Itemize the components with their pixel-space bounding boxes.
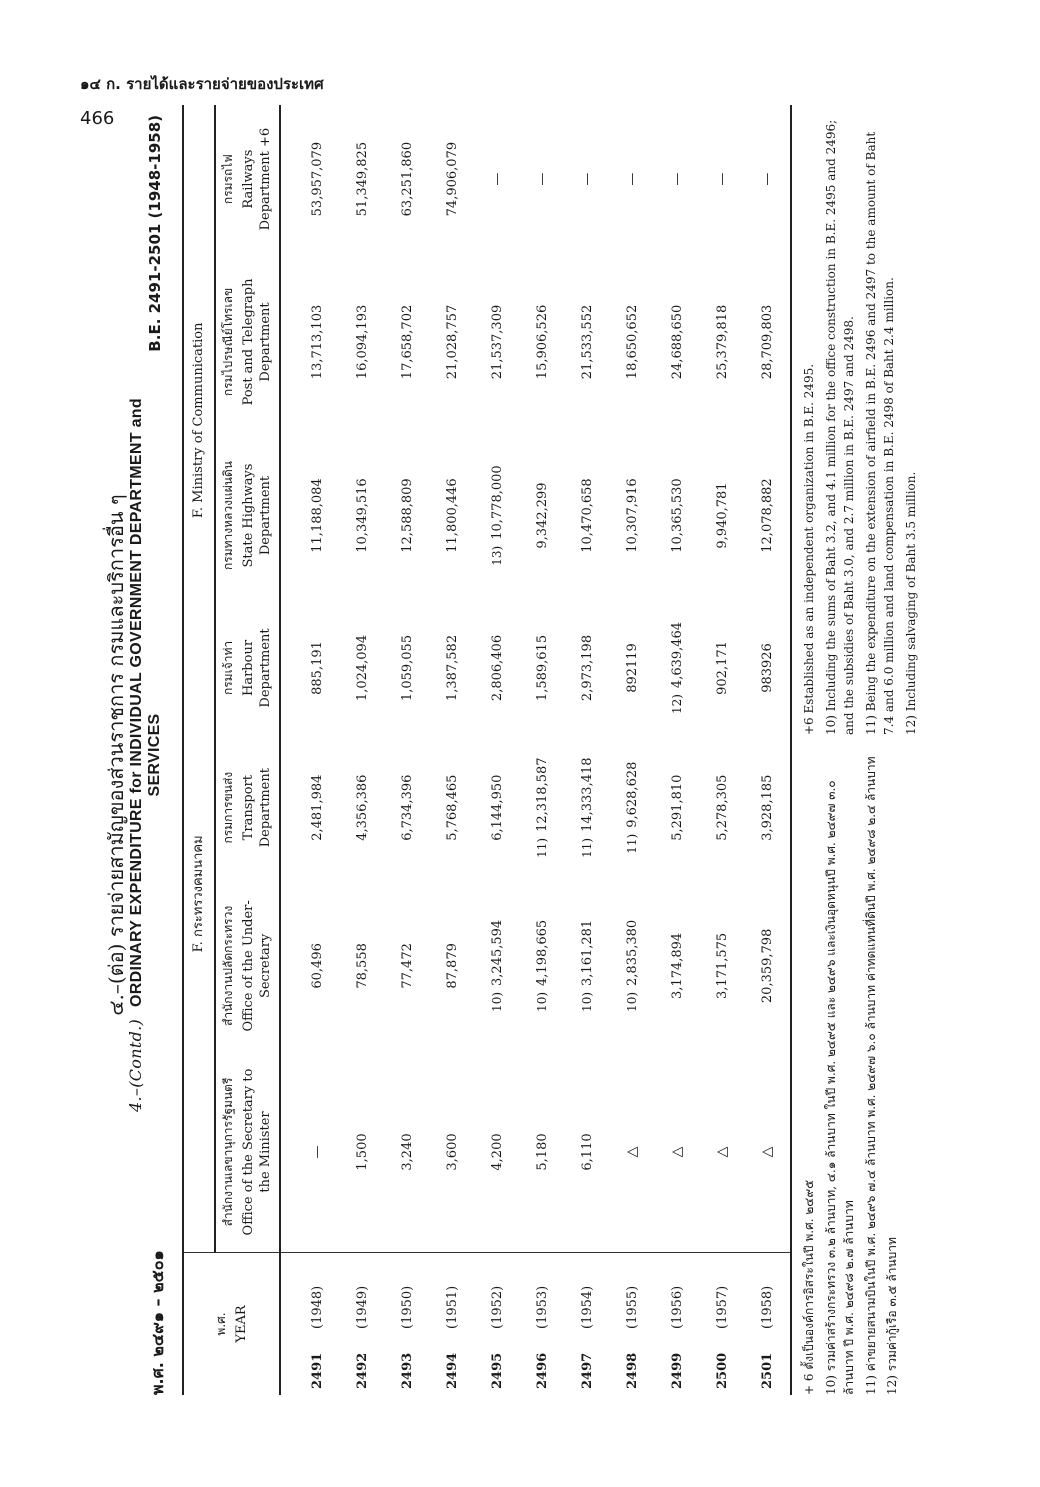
value-text: 3,240 [399,1133,415,1171]
value-cell [340,1052,385,1253]
value-text: 9,628,628 [624,761,640,828]
value-text: 6,734,396 [399,774,415,841]
value-cell [385,105,430,253]
value-text: 21,537,309 [489,304,505,380]
thai-footnotes [800,755,905,1395]
value-text: — [579,172,595,186]
value-text: 10,778,000 [489,465,505,540]
year-ad-cell: (1954) [579,1285,595,1329]
column-header [215,105,280,253]
column-header [215,1052,280,1253]
value-text: 87,879 [444,943,460,989]
value-cell [565,736,610,880]
value-text: 1,589,615 [534,634,550,702]
value-text: 2,806,406 [489,634,505,702]
footnote-marker: 10) [579,991,594,1012]
value-cell [280,600,340,735]
value-text: 78,558 [354,943,370,989]
year-be-cell: 2492 [354,1352,370,1389]
value-text: 14,333,418 [579,757,595,832]
value-text: 3,161,281 [579,919,595,986]
value-cell [385,880,430,1052]
value-cell [700,880,745,1052]
column-header-english: Office of the Under-Secretary [240,900,274,1032]
value-cell [700,736,745,880]
year-header [183,1253,280,1396]
value-cell [700,431,745,601]
value-cell [385,431,430,601]
contd-label: 4.–(Contd.) [126,1018,145,1112]
year-be-cell: 2499 [669,1352,685,1389]
value-text: 3,928,185 [759,774,775,841]
value-cell [385,600,430,735]
value-cell [520,431,565,601]
value-text: 3,600 [444,1133,460,1171]
value-cell [655,253,700,430]
column-header-english: Transport Department [240,768,274,848]
value-cell [565,105,610,253]
value-text: 16,094,193 [354,304,370,380]
column-header-thai: กรมไปรษณีย์โทรเลข [220,287,235,397]
column-header [215,431,280,601]
value-text: 1,024,094 [354,634,370,702]
value-cell [280,1052,340,1253]
value-text: 18,650,652 [624,304,640,380]
value-text: 4,356,386 [354,774,370,841]
value-cell [475,600,520,735]
value-text: 13,713,103 [309,304,325,380]
year-header-thai: พ.ศ. [213,1312,228,1336]
value-text: 902,171 [714,641,730,695]
value-text: — [714,172,730,186]
value-cell [340,431,385,601]
thai-title: ๔.–(ต่อ) รายจ่ายสามัญของส่วนราชการ กรมและบริการอื่น ๆ [104,494,128,1016]
year-ad-cell: (1951) [444,1285,460,1329]
value-text: 983926 [759,643,775,693]
value-text: 5,278,305 [714,774,730,841]
value-cell [430,736,475,880]
year-be-cell: 2494 [444,1352,460,1389]
footnote: 11) Being the expenditure on the extension of airfield in B.E. 2496 and 2497 to the amount of Baht 7.4 and 6.0 million and land compensation in B.E. 2498 of Baht 2.4 million. [863,131,897,735]
value-cell [280,253,340,430]
value-cell [385,253,430,430]
value-text: 5,291,810 [669,774,685,841]
value-text: △ [669,1146,686,1158]
page-number: 466 [80,108,115,129]
value-cell [385,1052,430,1253]
year-be-cell: 2501 [745,1335,791,1395]
year-ad-cell: (1956) [669,1285,685,1329]
column-header-thai: สำนักงานเลขานุการรัฐมนตรี [220,1077,235,1227]
column-header-english: Post and Telegraph Department [240,278,274,406]
value-cell [700,600,745,735]
value-cell [745,600,791,735]
value-cell [655,736,700,880]
year-ad-cell: (1950) [399,1285,415,1329]
value-text: 51,349,825 [354,141,370,217]
value-text: 4,198,665 [534,919,550,986]
year-be-cell: 2498 [624,1352,640,1389]
table-row [520,105,565,1395]
table-row [340,105,385,1395]
value-cell [745,880,791,1052]
value-cell [745,253,791,430]
value-text: 12,078,882 [759,478,775,553]
value-cell [655,105,700,253]
value-text: 3,245,594 [489,919,505,986]
value-cell [700,253,745,430]
value-cell [520,736,565,880]
value-text: 2,835,380 [624,919,640,986]
value-cell [700,1052,745,1253]
value-cell [610,431,655,601]
value-cell [280,880,340,1052]
value-cell [655,600,700,735]
footnote: 11) ค่าขยายสนามบินในปี พ.ศ. ๒๔๙๖ ๗.๔ ล้านบาท พ.ศ. ๒๔๙๗ ๖.๐ ล้านบาท ค่าทดแทนที่ดินปี พ.ศ. ๒๔๙๘ ๒.๔ ล้านบาท [863,756,878,1395]
year-be-cell: 2497 [579,1352,595,1389]
value-cell [655,1052,700,1253]
value-cell [430,600,475,735]
footnote: 10) Including the sums of Baht 3.2, and 4.1 million for the office construction in B.E. 2495 and 2496; and the subsidies of Baht 3.0, and 2.7 million in B.E. 2497 and 2498. [823,119,857,735]
value-cell [430,880,475,1052]
value-cell [340,253,385,430]
year-be-cell: 2496 [534,1352,550,1389]
value-cell [610,105,655,253]
value-text: 5,180 [534,1133,550,1171]
value-text: — [309,1145,325,1159]
column-header-thai: กรมรถไฟ [220,154,235,205]
footnote-marker: 11) [579,837,594,858]
english-footnotes [800,115,924,735]
value-cell [565,253,610,430]
value-cell [610,253,655,430]
value-text: 9,342,299 [534,482,550,549]
value-text: 885,191 [309,641,325,695]
expenditure-table [182,105,792,1395]
value-cell [745,1052,791,1253]
value-text: 6,110 [579,1133,595,1171]
value-text: 1,387,582 [444,634,460,702]
table-row [475,105,520,1395]
value-text: △ [624,1146,641,1158]
footnote-marker: 13) [489,545,504,566]
value-cell [280,736,340,880]
thai-year-range: พ.ศ. ๒๔๙๑ – ๒๕๐๑ [148,1250,167,1395]
value-text: 53,957,079 [309,141,325,217]
footnote-marker: 10) [624,991,639,1012]
value-cell [565,600,610,735]
value-text: 15,906,526 [534,304,550,380]
value-cell [520,105,565,253]
column-header-thai: กรมทางหลวงแผ่นดิน [220,461,235,570]
running-header: ๑๔ ก. รายได้และรายจ่ายของประเทศ [80,75,324,93]
value-text: 21,533,552 [579,304,595,380]
value-cell [475,253,520,430]
value-cell [745,736,791,880]
year-ad-cell: (1953) [534,1285,550,1329]
year-ad-cell: (1952) [489,1285,505,1329]
value-text: 10,349,516 [354,478,370,553]
table-row [430,105,475,1395]
value-text: 1,059,055 [399,634,415,702]
year-ad-cell: (1949) [354,1285,370,1329]
ministry-english-header: F. Ministry of Communication [183,105,215,736]
year-be-cell: 2500 [714,1352,730,1389]
value-text: 11,800,446 [444,478,460,553]
column-header-english: Office of the Secretary to the Minister [240,1068,274,1236]
table-row [745,105,791,1395]
value-text: 4,639,464 [669,621,685,689]
value-cell [340,600,385,735]
value-text: 5,768,465 [444,774,460,841]
column-header-english: Railways Department +6 [240,127,274,231]
value-cell [520,600,565,735]
value-cell [745,105,791,253]
value-text: 21,028,757 [444,304,460,380]
value-cell [520,880,565,1052]
value-text: 892119 [624,643,640,693]
value-text: 9,940,781 [714,482,730,549]
table-row [610,105,655,1395]
footnote-marker: 11) [624,833,639,854]
value-text: 12,318,587 [534,757,550,832]
value-cell [280,431,340,601]
title-block [100,105,175,1395]
value-text: — [534,172,550,186]
footnote: +6 Established as an independent organization in B.E. 2495. [802,363,816,735]
value-text: — [624,172,640,186]
column-header-thai: สำนักงานปลัดกระทรวง [220,905,235,1026]
table-row [385,105,430,1395]
year-ad-cell: (1955) [624,1285,640,1329]
value-cell [700,105,745,253]
value-cell [475,431,520,601]
value-text: 60,496 [309,943,325,989]
ministry-thai-header: F. กระทรวงคมนาคม [183,736,215,1052]
column-header-thai: กรมการขนส่ง [220,771,235,844]
column-header [215,880,280,1052]
column-header-thai: กรมเจ้าท่า [220,640,235,696]
value-text: 3,171,575 [714,932,730,999]
value-cell [340,880,385,1052]
value-text: 25,379,818 [714,304,730,380]
value-cell [655,880,700,1052]
table-row [565,105,610,1395]
value-text: 1,500 [354,1133,370,1171]
column-header [215,736,280,880]
value-cell [610,736,655,880]
value-cell [430,1052,475,1253]
english-title [126,375,164,1135]
value-text: 20,359,798 [759,928,775,1004]
value-cell [520,253,565,430]
footnote: + 6 ตั้งเป็นองค์การอิสระในปี พ.ศ. ๒๔๙๕ [802,1179,816,1395]
value-cell [430,253,475,430]
value-text: 12,588,809 [399,478,415,553]
value-cell [280,105,340,253]
value-cell [610,600,655,735]
column-header-english: Harbour Department [240,628,274,708]
english-year-range: B.E. 2491-2501 (1948-1958) [146,115,164,352]
footnote: 10) รวมค่าสร้างกระทรวง ๓.๒ ล้านบาท, ๔.๑ ล้านบาท ในปี พ.ศ. ๒๔๙๕ และ ๒๔๙๖ และเงินอุดหนุนปี พ.ศ. ๒๔๙๗ ๓.๐ ล้านบาท ปี พ.ศ. ๒๔๙๘ ๒.๗ ล้านบาท [823,780,857,1395]
year-ad-cell: (1948) [309,1285,325,1329]
year-header-english: YEAR [233,1305,249,1343]
value-text: 6,144,950 [489,774,505,841]
value-cell [475,1052,520,1253]
value-cell [520,1052,565,1253]
value-cell [385,736,430,880]
value-text: — [669,172,685,186]
table-row [280,105,340,1395]
value-cell [475,880,520,1052]
year-be-cell: 2493 [399,1352,415,1389]
value-text: — [489,172,505,186]
footnote: 12) รวมค่ากู้เรือ ๓.๕ ล้านบาท [885,1237,900,1395]
table-row [655,105,700,1395]
year-ad-cell: (1958) [745,1253,791,1336]
footnote-marker: 10) [534,991,549,1012]
value-cell [565,880,610,1052]
year-be-cell: 2495 [489,1352,505,1389]
value-cell [430,105,475,253]
column-header [215,253,280,430]
value-text: △ [714,1146,731,1158]
value-cell [745,431,791,601]
value-cell [430,431,475,601]
value-text: 17,658,702 [399,304,415,380]
year-ad-cell: (1957) [714,1285,730,1329]
value-text: 63,251,860 [399,141,415,217]
value-cell [655,431,700,601]
value-cell [565,431,610,601]
column-header-english: State Highways Department [240,463,274,568]
value-text: 10,365,530 [669,478,685,553]
value-cell [475,105,520,253]
value-text: △ [759,1146,776,1158]
value-text: 10,470,658 [579,478,595,553]
value-cell [340,736,385,880]
value-text: 2,973,198 [579,634,595,702]
value-text: 28,709,803 [759,304,775,380]
value-cell [475,736,520,880]
footnote: 12) Including salvaging of Baht 3.5 million. [903,471,918,735]
table-row [700,105,745,1395]
value-text: 74,906,079 [444,141,460,217]
value-cell [610,1052,655,1253]
value-text: 11,188,084 [309,478,325,553]
value-text: 2,481,984 [309,774,325,841]
value-text: — [759,172,775,186]
value-text: 10,307,916 [624,478,640,553]
value-text: 24,688,650 [669,304,685,380]
footnote-marker: 12) [669,694,684,715]
value-text: 3,174,894 [669,932,685,999]
value-text: 4,200 [489,1133,505,1171]
value-cell [610,880,655,1052]
english-title-text: ORDINARY EXPENDITURE for INDIVIDUAL GOVERNMENT DEPARTMENT and SERVICES [128,398,163,1007]
footnote-marker: 10) [489,991,504,1012]
value-text: 77,472 [399,943,415,989]
value-cell [565,1052,610,1253]
value-cell [340,105,385,253]
rotated-page-content [100,105,960,1395]
year-be-cell: 2491 [309,1352,325,1389]
footnote-marker: 11) [534,837,549,858]
column-header [215,600,280,735]
